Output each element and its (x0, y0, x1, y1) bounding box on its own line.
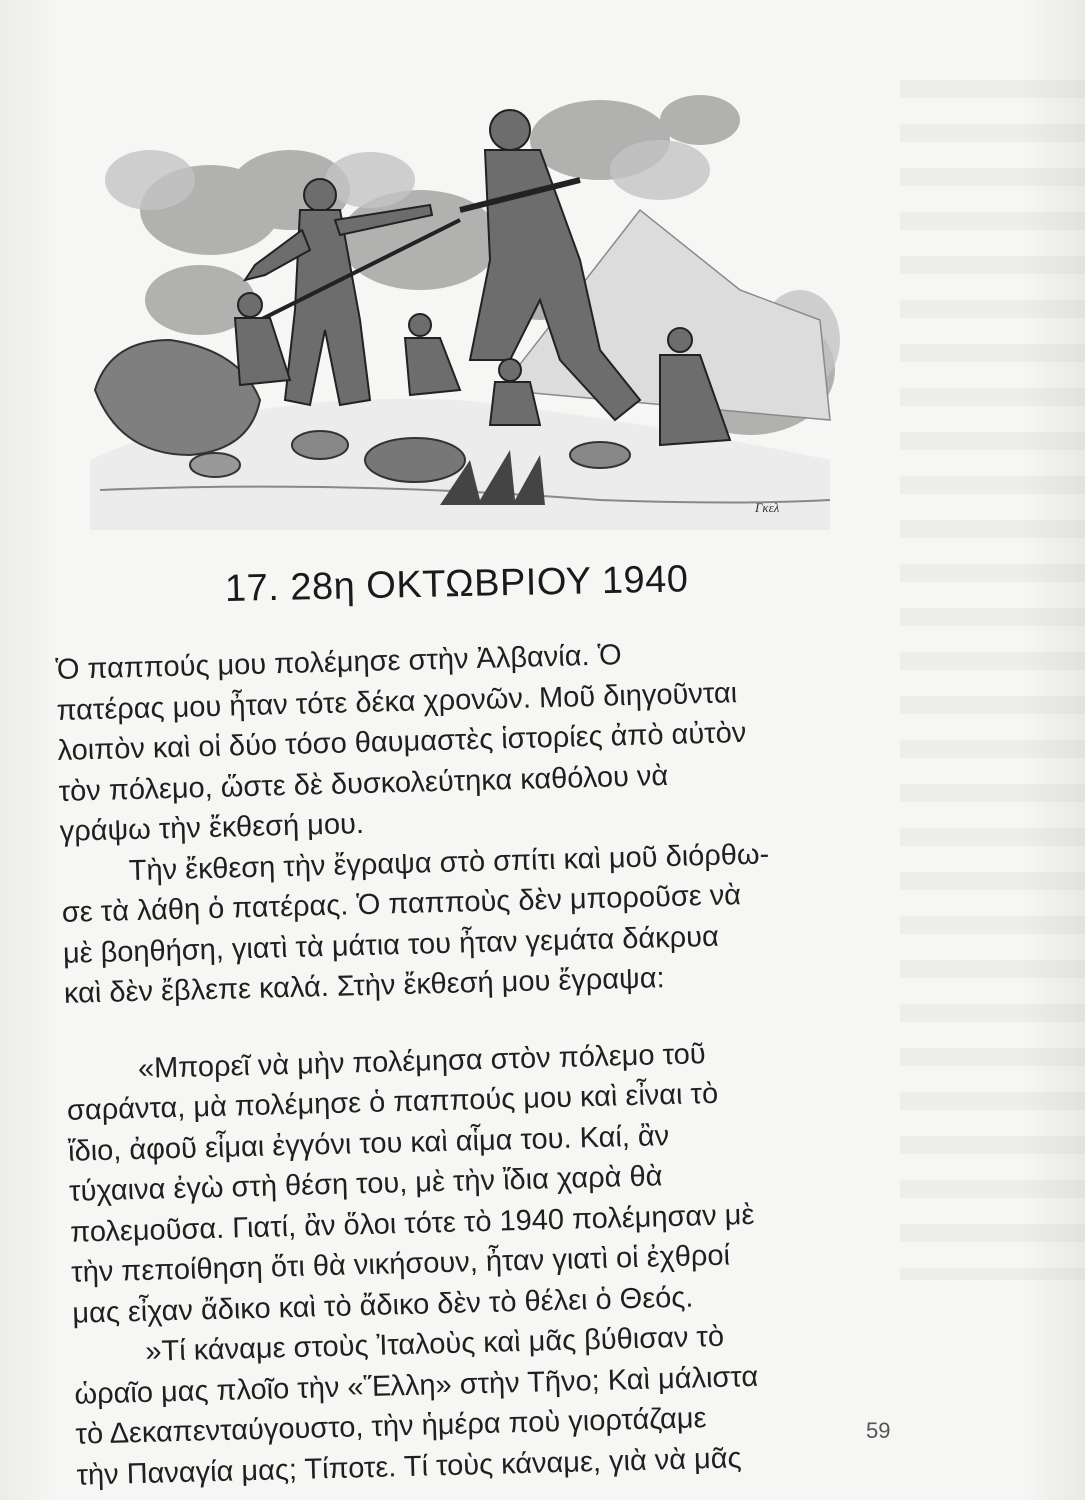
text-line: τὴν Παναγία μας; Τίποτε. Τί τοὺς κάναμε, γιὰ νὰ μᾶς (76, 1441, 742, 1492)
chapter-body (55, 627, 937, 1495)
text-line: τὸν πόλεμο, ὥστε δὲ δυσκολεύτηκα καθόλου νὰ (58, 759, 669, 808)
text-line: γράψω τὴν ἔκθεσή μου. (59, 807, 365, 848)
text-line: τὴν πεποίθηση ὅτι θὰ νικήσουν, ἦταν γιατὶ οἱ ἐχθροί (70, 1239, 731, 1289)
text-line: »Τί κάναμε στοὺς Ἰταλοὺς καὶ μᾶς βύθισαν τὸ (144, 1320, 725, 1368)
text-line: ἴδιο, ἀφοῦ εἶμαι ἐγγόνι του καὶ αἷμα του. Καί, ἂν (67, 1119, 670, 1168)
text-line: τὸ Δεκαπενταύγουστο, τὴν ἡμέρα ποὺ γιορτάζαμε (75, 1402, 707, 1451)
paragraph-4 (73, 1311, 937, 1495)
text-line: σε τὰ λάθη ὁ πατέρας. Ὁ παπποὺς δὲν μποροῦσε νὰ (61, 879, 742, 929)
paragraph-1 (55, 627, 920, 852)
text-line: Ὁ παππούς μου πολέμησε στὴν Ἀλβανία. Ὁ (55, 639, 622, 686)
paragraph-3 (65, 1028, 932, 1334)
text-line: ὡραῖο μας πλοῖο τὴν «Ἕλλη» στὴν Τῆνο; Καὶ μάλιστα (74, 1360, 759, 1411)
text-line: πολεμοῦσα. Γιατί, ἂν ὅλοι τότε τὸ 1940 πολέμησαν μὲ (69, 1198, 755, 1249)
text-line: «Μπορεῖ νὰ μὴν πολέμησα στὸν πόλεμο τοῦ (137, 1037, 707, 1085)
text-line: καὶ δὲν ἔβλεπε καλά. Στὴν ἔκθεσή μου ἔγραψα: (63, 962, 665, 1010)
paragraph-2 (60, 830, 924, 1014)
text-line: Τὴν ἔκθεση τὴν ἔγραψα στὸ σπίτι καὶ μοῦ διόρθω- (128, 837, 770, 887)
text-line: πατέρας μου ἦταν τότε δέκα χρονῶν. Μοῦ διηγοῦνται (56, 676, 738, 727)
text-line: λοιπὸν καὶ οἱ δύο τόσο θαυμαστὲς ἱστορίες ἀπὸ αὐτὸν (57, 716, 747, 767)
text-line: μὲ βοηθήση, γιατὶ τὰ μάτια του ἦταν γεμάτα δάκρυα (62, 920, 720, 970)
page-number: 59 (866, 1418, 891, 1443)
chapter-title: 17. 28η ΟΚΤΩΒΡΙΟΥ 1940 (224, 558, 689, 610)
war-illustration (40, 60, 840, 530)
text-line: μας εἶχαν ἄδικο καὶ τὸ ἄδικο δὲν τὸ θέλει ὁ Θεός. (71, 1281, 694, 1330)
text-line: σαράντα, μὰ πολέμησε ὁ παππούς μου καὶ εἶναι τὸ (66, 1077, 719, 1127)
show-through-text (900, 80, 1085, 1280)
text-line: τύχαινα ἐγὼ στὴ θέση του, μὲ τὴν ἴδια χαρὰ θὰ (68, 1160, 663, 1208)
artist-signature: Γκελ (755, 500, 780, 515)
